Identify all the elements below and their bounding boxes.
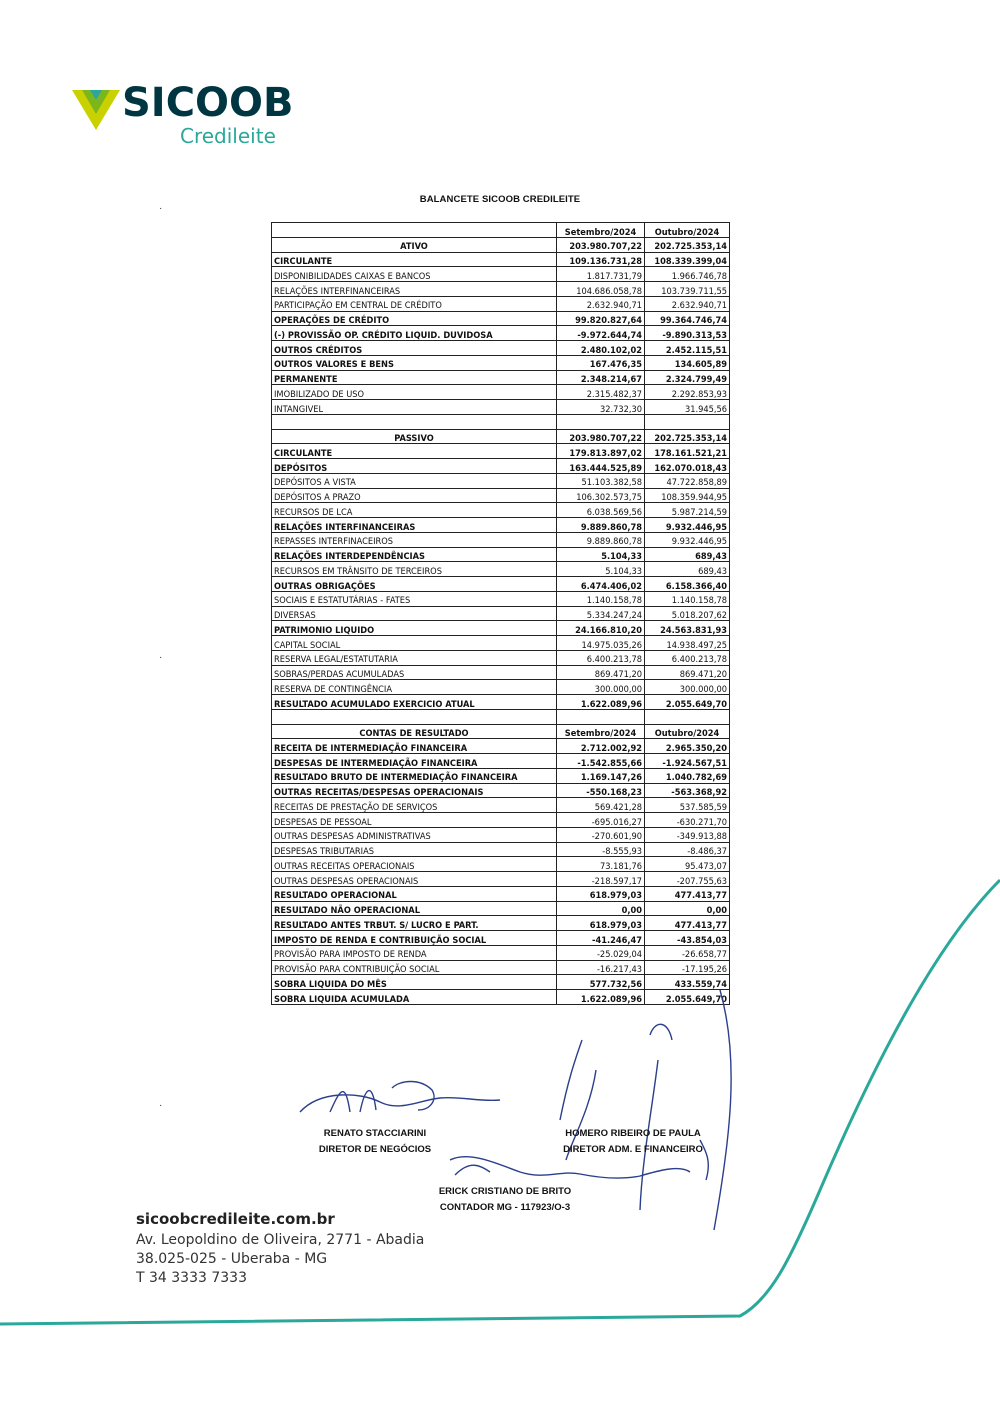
value-sep-2024: 1.140.158,78 (557, 591, 645, 606)
row-label: OUTROS VALORES E BENS (272, 355, 557, 370)
scan-mark: · (159, 203, 163, 214)
row-label: DESPESAS DE INTERMEDIAÇÃO FINANCEIRA (272, 754, 557, 769)
value-oct-2024: 162.070.018,43 (645, 459, 730, 474)
value-oct-2024: 2.452.115,51 (645, 341, 730, 356)
value-sep-2024: 6.400.213,78 (557, 650, 645, 665)
footer-phone: T 34 3333 7333 (136, 1270, 247, 1286)
value-oct-2024: 2.965.350,20 (645, 739, 730, 754)
row-label: RESERVA DE CONTINGÊNCIA (272, 680, 557, 695)
signer-name: HOMERO RIBEIRO DE PAULA (565, 1128, 701, 1139)
signature-loop (714, 990, 731, 1230)
value-oct-2024: 31.945,56 (645, 400, 730, 415)
value-sep-2024: -8.555,93 (557, 842, 645, 857)
value-oct-2024: 2.292.853,93 (645, 385, 730, 400)
value-sep-2024: 203.980.707,22 (557, 429, 645, 444)
row-label: OUTRAS DESPESAS ADMINISTRATIVAS (272, 827, 557, 842)
row-label: RELAÇÕES INTERDEPENDÊNCIAS (272, 547, 557, 562)
value-oct-2024: -17.195,26 (645, 960, 730, 975)
logo-name: SICOOB (122, 80, 294, 126)
value-sep-2024: -218.597,17 (557, 872, 645, 887)
value-sep-2024: 5.104,33 (557, 547, 645, 562)
value-sep-2024: 1.622.089,96 (557, 990, 645, 1005)
value-oct-2024: 9.932.446,95 (645, 532, 730, 547)
value-sep-2024: 9.889.860,78 (557, 532, 645, 547)
value-sep-2024: 2.480.102,02 (557, 341, 645, 356)
value-sep-2024: 618.979,03 (557, 916, 645, 931)
signature-block-homero (548, 1126, 718, 1158)
row-label: RELAÇÕES INTERFINANCEIRAS (272, 518, 557, 533)
row-label: IMPOSTO DE RENDA E CONTRIBUIÇÃO SOCIAL (272, 931, 557, 946)
value-oct-2024: 103.739.711,55 (645, 282, 730, 297)
value-sep-2024: -16.217,43 (557, 960, 645, 975)
value-sep-2024: -550.168,23 (557, 783, 645, 798)
signature-block-erick (420, 1184, 590, 1216)
value-sep-2024: 869.471,20 (557, 665, 645, 680)
signer-role: DIRETOR DE NEGÓCIOS (318, 1144, 432, 1155)
value-oct-2024: 202.725.353,14 (645, 237, 730, 252)
row-label: PATRIMONIO LIQUIDO (272, 621, 557, 636)
value-sep-2024: 618.979,03 (557, 886, 645, 901)
value-sep-2024: 104.686.058,78 (557, 282, 645, 297)
value-oct-2024: -26.658,77 (645, 945, 730, 960)
value-oct-2024: 300.000,00 (645, 680, 730, 695)
value-sep-2024: 179.813.897,02 (557, 444, 645, 459)
value-sep-2024: -9.972.644,74 (557, 326, 645, 341)
value-oct-2024: 9.932.446,95 (645, 518, 730, 533)
value-oct-2024: 108.359.944,95 (645, 488, 730, 503)
row-label: IMOBILIZADO DE USO (272, 385, 557, 400)
row-label: RESULTADO ACUMULADO EXERCICIO ATUAL (272, 695, 557, 710)
value-sep-2024: 32.732,30 (557, 400, 645, 415)
value-oct-2024: 689,43 (645, 562, 730, 577)
signer-role: CONTADOR MG - 117923/O-3 (439, 1202, 571, 1213)
row-label: RECEITAS DE PRESTAÇÃO DE SERVIÇOS (272, 798, 557, 813)
value-oct-2024: 108.339.399,04 (645, 252, 730, 267)
value-oct-2024: 1.040.782,69 (645, 768, 730, 783)
row-label: RESULTADO BRUTO DE INTERMEDIAÇÃO FINANCEIRA (272, 768, 557, 783)
scan-mark: · (159, 652, 163, 663)
value-sep-2024: 163.444.525,89 (557, 459, 645, 474)
value-oct-2024: 6.158.366,40 (645, 577, 730, 592)
value-sep-2024: 9.889.860,78 (557, 518, 645, 533)
value-oct-2024: 537.585,59 (645, 798, 730, 813)
signature-block-renato (300, 1126, 450, 1158)
value-oct-2024: -43.854,03 (645, 931, 730, 946)
value-oct-2024: 1.140.158,78 (645, 591, 730, 606)
value-sep-2024: 577.732,56 (557, 975, 645, 990)
signer-name: ERICK CRISTIANO DE BRITO (438, 1186, 572, 1197)
value-sep-2024: 1.622.089,96 (557, 695, 645, 710)
row-label: ATIVO (272, 237, 557, 252)
value-oct-2024: -8.486,37 (645, 842, 730, 857)
value-oct-2024: 2.632.940,71 (645, 296, 730, 311)
row-label: PERMANENTE (272, 370, 557, 385)
row-label: DIVERSAS (272, 606, 557, 621)
value-sep-2024: 1.169.147,26 (557, 768, 645, 783)
value-sep-2024: 109.136.731,28 (557, 252, 645, 267)
value-sep-2024: 1.817.731,79 (557, 267, 645, 282)
value-oct-2024: -1.924.567,51 (645, 754, 730, 769)
row-label: OUTROS CRÉDITOS (272, 341, 557, 356)
value-sep-2024: 2.348.214,67 (557, 370, 645, 385)
value-sep-2024: 2.712.002,92 (557, 739, 645, 754)
row-label: RECURSOS DE LCA (272, 503, 557, 518)
value-oct-2024: 433.559,74 (645, 975, 730, 990)
signature-erick (450, 1157, 690, 1179)
row-label: OUTRAS RECEITAS OPERACIONAIS (272, 857, 557, 872)
value-sep-2024: 6.474.406,02 (557, 577, 645, 592)
value-oct-2024: 202.725.353,14 (645, 429, 730, 444)
row-label: DESPESAS DE PESSOAL (272, 813, 557, 828)
row-label: CIRCULANTE (272, 444, 557, 459)
signature-renato (300, 1082, 500, 1113)
value-sep-2024: Setembro/2024 (557, 724, 645, 739)
row-label: RESERVA LEGAL/ESTATUTARIA (272, 650, 557, 665)
row-label: DISPONIBILIDADES CAIXAS E BANCOS (272, 267, 557, 282)
footer-address: Av. Leopoldino de Oliveira, 2771 - Abadia (136, 1232, 425, 1248)
value-oct-2024: 5.018.207,62 (645, 606, 730, 621)
value-sep-2024: 5.104,33 (557, 562, 645, 577)
value-sep-2024: 203.980.707,22 (557, 237, 645, 252)
row-label: PROVISÃO PARA IMPOSTO DE RENDA (272, 945, 557, 960)
row-label: SOBRA LIQUIDA ACUMULADA (272, 990, 557, 1005)
value-sep-2024: -695.016,27 (557, 813, 645, 828)
value-oct-2024: -630.271,70 (645, 813, 730, 828)
value-oct-2024: 6.400.213,78 (645, 650, 730, 665)
row-label: CONTAS DE RESULTADO (272, 724, 557, 739)
value-oct-2024: 95.473,07 (645, 857, 730, 872)
value-sep-2024: -25.029,04 (557, 945, 645, 960)
value-oct-2024: 47.722.858,89 (645, 473, 730, 488)
value-sep-2024: 5.334.247,24 (557, 606, 645, 621)
value-oct-2024: -563.368,92 (645, 783, 730, 798)
value-oct-2024: -207.755,63 (645, 872, 730, 887)
value-oct-2024: 178.161.521,21 (645, 444, 730, 459)
logo-subtitle: Credileite (180, 124, 276, 148)
value-sep-2024: 2.315.482,37 (557, 385, 645, 400)
row-label: DESPESAS TRIBUTARIAS (272, 842, 557, 857)
value-sep-2024: 569.421,28 (557, 798, 645, 813)
value-sep-2024: 0,00 (557, 901, 645, 916)
row-label: SOBRA LIQUIDA DO MÊS (272, 975, 557, 990)
value-oct-2024: 2.055.649,70 (645, 695, 730, 710)
value-sep-2024: -1.542.855,66 (557, 754, 645, 769)
signature-overlay-strokes (560, 1024, 672, 1120)
signer-role: DIRETOR ADM. E FINANCEIRO (563, 1144, 703, 1155)
value-sep-2024: 73.181,76 (557, 857, 645, 872)
row-label: DEPÓSITOS A VISTA (272, 473, 557, 488)
row-label: RELAÇÕES INTERFINANCEIRAS (272, 282, 557, 297)
value-sep-2024: 24.166.810,20 (557, 621, 645, 636)
footer-city: 38.025-025 - Uberaba - MG (136, 1251, 328, 1267)
row-label: RESULTADO NÃO OPERACIONAL (272, 901, 557, 916)
row-label: (-) PROVISSÃO OP. CRÉDITO LIQUID. DUVIDOSA (272, 326, 557, 341)
row-label: OPERAÇÕES DE CRÉDITO (272, 311, 557, 326)
value-oct-2024: 24.563.831,93 (645, 621, 730, 636)
value-oct-2024: 0,00 (645, 901, 730, 916)
value-oct-2024: -349.913,88 (645, 827, 730, 842)
row-label: PROVISÃO PARA CONTRIBUIÇÃO SOCIAL (272, 960, 557, 975)
value-oct-2024: 869.471,20 (645, 665, 730, 680)
value-oct-2024: 2.324.799,49 (645, 370, 730, 385)
value-sep-2024: 99.820.827,64 (557, 311, 645, 326)
scan-mark: · (159, 1100, 163, 1111)
value-sep-2024: 2.632.940,71 (557, 296, 645, 311)
value-sep-2024: 14.975.035,26 (557, 636, 645, 651)
value-oct-2024: 2.055.649,70 (645, 990, 730, 1005)
row-label: PARTICIPAÇÃO EM CENTRAL DE CRÉDITO (272, 296, 557, 311)
signer-name: RENATO STACCIARINI (323, 1128, 427, 1139)
value-oct-2024: Outubro/2024 (645, 724, 730, 739)
row-label: REPASSES INTERFINACEIROS (272, 532, 557, 547)
row-label: OUTRAS OBRIGAÇÕES (272, 577, 557, 592)
footer-contact (136, 1210, 424, 1288)
row-label: INTANGIVEL (272, 400, 557, 415)
row-label: CAPITAL SOCIAL (272, 636, 557, 651)
row-label: DEPÓSITOS (272, 459, 557, 474)
value-oct-2024: 477.413,77 (645, 916, 730, 931)
row-label: RECURSOS EM TRÂNSITO DE TERCEIROS (272, 562, 557, 577)
row-label: OUTRAS RECEITAS/DESPESAS OPERACIONAIS (272, 783, 557, 798)
footer-website: sicoobcredileite.com.br (136, 1210, 335, 1228)
value-sep-2024: 6.038.569,56 (557, 503, 645, 518)
row-label: RESULTADO OPERACIONAL (272, 886, 557, 901)
value-oct-2024: 477.413,77 (645, 886, 730, 901)
row-label: OUTRAS DESPESAS OPERACIONAIS (272, 872, 557, 887)
value-sep-2024: 106.302.573,75 (557, 488, 645, 503)
row-label: RESULTADO ANTES TRBUT. S/ LUCRO E PART. (272, 916, 557, 931)
row-label: CIRCULANTE (272, 252, 557, 267)
value-sep-2024: -41.246,47 (557, 931, 645, 946)
value-sep-2024: 51.103.382,58 (557, 473, 645, 488)
header-oct-2024: Outubro/2024 (645, 223, 730, 238)
row-label: SOBRAS/PERDAS ACUMULADAS (272, 665, 557, 680)
row-label: PASSIVO (272, 429, 557, 444)
value-sep-2024: 167.476,35 (557, 355, 645, 370)
row-label: RECEITA DE INTERMEDIAÇÃO FINANCEIRA (272, 739, 557, 754)
row-label: SOCIAIS E ESTATUTÁRIAS - FATES (272, 591, 557, 606)
value-oct-2024: -9.890.313,53 (645, 326, 730, 341)
value-oct-2024: 99.364.746,74 (645, 311, 730, 326)
document-title: BALANCETE SICOOB CREDILEITE (419, 194, 581, 205)
value-sep-2024: 300.000,00 (557, 680, 645, 695)
value-oct-2024: 5.987.214,59 (645, 503, 730, 518)
value-oct-2024: 1.966.746,78 (645, 267, 730, 282)
row-label: DEPÓSITOS A PRAZO (272, 488, 557, 503)
value-oct-2024: 14.938.497,25 (645, 636, 730, 651)
value-oct-2024: 134.605,89 (645, 355, 730, 370)
header-sep-2024: Setembro/2024 (557, 223, 645, 238)
value-oct-2024: 689,43 (645, 547, 730, 562)
value-sep-2024: -270.601,90 (557, 827, 645, 842)
